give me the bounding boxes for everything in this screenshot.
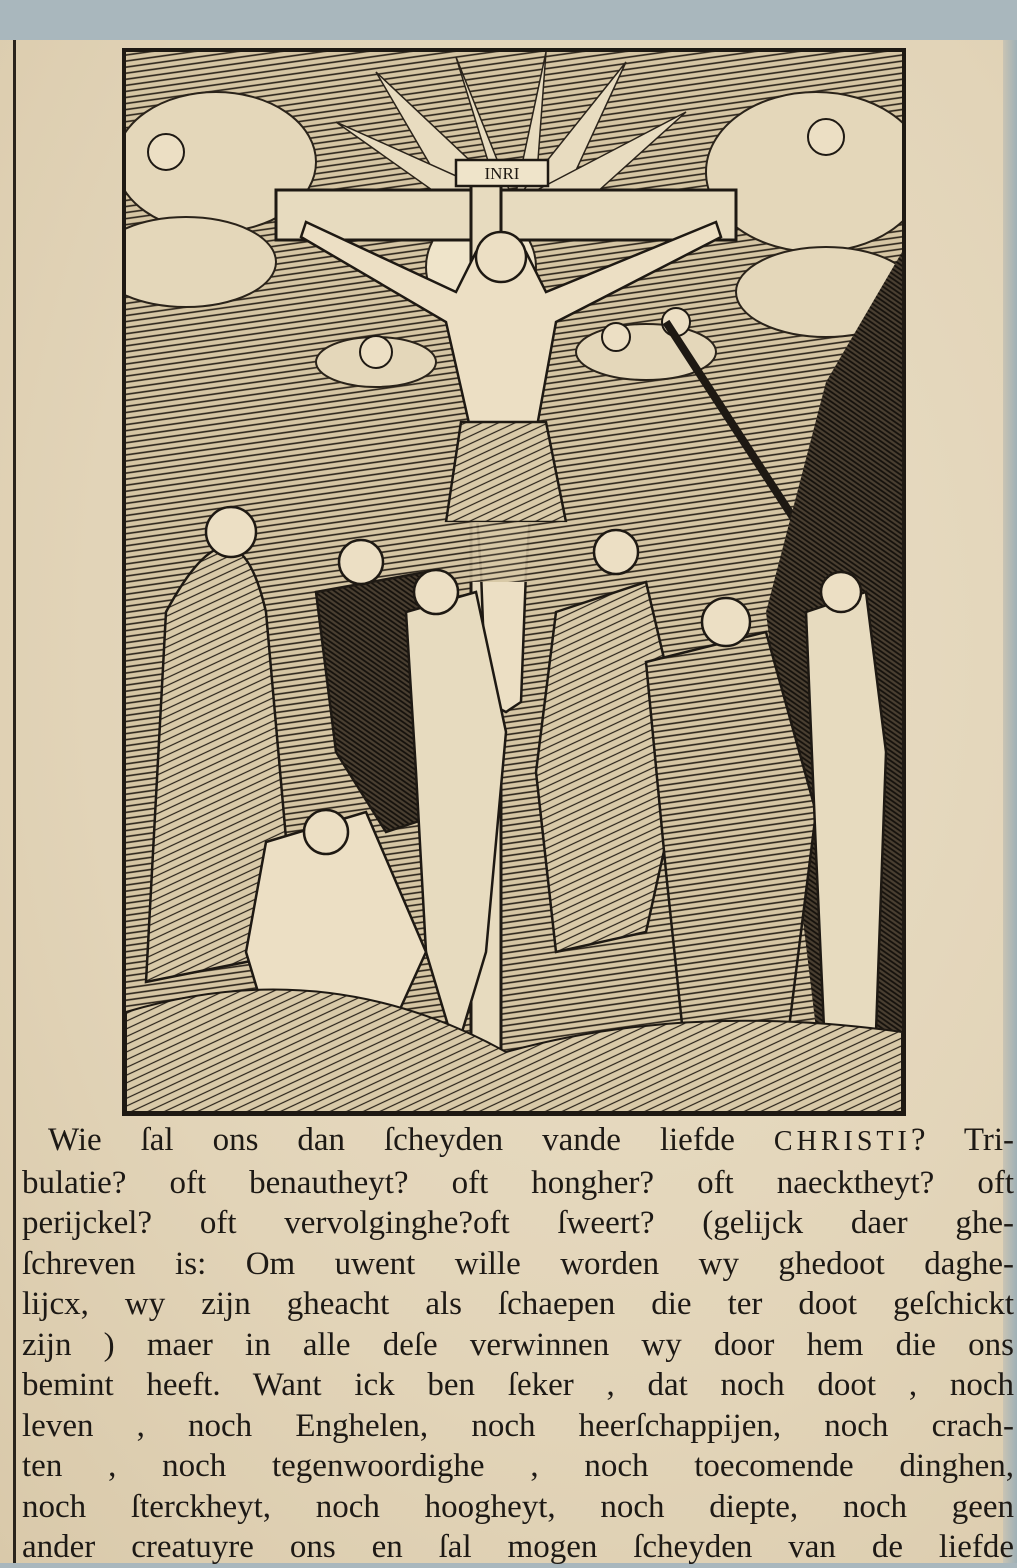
text-line-10: noch ſterckheyt, noch hoogheyt, noch diepte, noch geen: [22, 1488, 1014, 1525]
text-line-1: Wie ſal ons dan ſcheyden vande liefde CHRISTI? Tri-: [48, 1122, 1014, 1158]
titulus-text: INRI: [484, 164, 520, 183]
text-line-3: perijckel? oft vervolginghe?oft ſweert? (gelijck daer ghe-: [22, 1205, 1014, 1241]
crucifixion-woodcut: [122, 48, 906, 1116]
scripture-text: [22, 1120, 1014, 1568]
text-line-5: lijcx, wy zijn gheacht als ſchaepen die ter doot geſchickt: [22, 1286, 1014, 1322]
book-page: [0, 40, 1017, 1563]
text-line-2: bulatie? oft benautheyt? oft hongher? oft naecktheyt? oft: [22, 1164, 1014, 1201]
text-line-6: zijn ) maer in alle deſe verwinnen wy door hem die ons: [22, 1326, 1014, 1363]
text-line-7: bemint heeft. Want ick ben ſeker , dat noch doot , noch: [22, 1367, 1014, 1403]
text-line-8: leven , noch Enghelen, noch heerſchappijen, noch crach-: [22, 1407, 1014, 1444]
text-line-9: ten , noch tegenwoordighe , noch toecomende dinghen,: [22, 1448, 1014, 1484]
text-line-4: ſchreven is: Om uwent wille worden wy ghedoot daghe-: [22, 1245, 1014, 1282]
left-border-rule: [13, 40, 16, 1563]
text-line-11: ander creatuyre ons en ſal mogen ſcheyden van de liefde: [22, 1529, 1014, 1565]
